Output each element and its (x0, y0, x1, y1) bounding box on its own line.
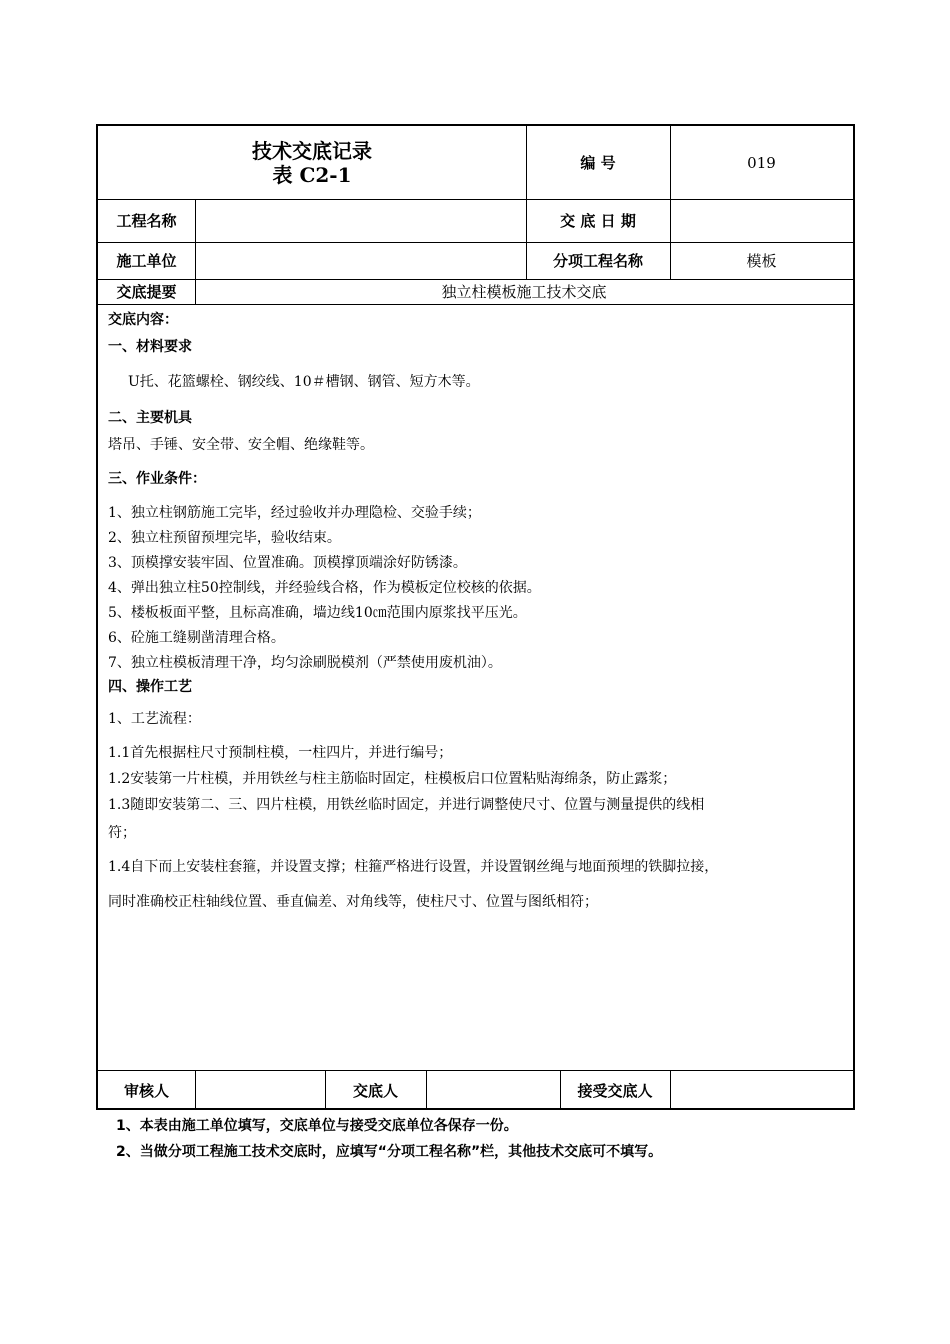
subproject-value[interactable]: 模板 (746, 252, 777, 270)
discloser-label: 交底人 (352, 1081, 398, 1100)
summary-value[interactable]: 独立柱模板施工技术交底 (441, 283, 607, 301)
project-name-field[interactable] (195, 199, 526, 242)
number-label: 编 号 (580, 154, 616, 172)
reviewer-field[interactable] (195, 1070, 325, 1110)
content-line: 1、独立柱钢筋施工完毕，经过验收并办理隐检、交验手续； (108, 505, 481, 521)
content-line: 1.2安装第一片柱模，并用铁丝与柱主筋临时固定，柱模板启口位置粘贴海绵条，防止露浆； (108, 771, 677, 787)
content-line: 符； (108, 825, 136, 841)
form-title (98, 126, 526, 199)
content-intro: 交底内容： (108, 312, 178, 328)
subproject-label: 分项工程名称 (552, 252, 643, 270)
section-heading: 三、作业条件： (108, 471, 206, 487)
section-heading: 四、操作工艺 (108, 679, 192, 695)
content-line: 1.1首先根据柱尺寸预制柱模，一柱四片，并进行编号； (108, 745, 453, 761)
content-line: 塔吊、手锤、安全带、安全帽、绝缘鞋等。 (108, 437, 374, 453)
grid-line (98, 304, 853, 305)
contractor-label: 施工单位 (116, 252, 177, 270)
section-heading: 二、主要机具 (108, 410, 192, 426)
receiver-label: 接受交底人 (577, 1081, 653, 1100)
content-line: U托、花篮螺栓、钢绞线、10＃槽钢、钢管、短方木等。 (128, 374, 480, 390)
disclosure-date-label: 交 底 日 期 (560, 212, 636, 230)
form-notes (116, 1113, 662, 1165)
receiver-field[interactable] (670, 1070, 853, 1110)
content-line: 1、工艺流程： (108, 711, 201, 727)
content-line: 7、独立柱模板清理干净，均匀涂刷脱模剂（严禁使用废机油）。 (108, 655, 502, 671)
content-line: 1.3随即安装第二、三、四片柱模，用铁丝临时固定，并进行调整使尺寸、位置与测量提供的线相 (108, 797, 705, 813)
reviewer-label: 审核人 (123, 1081, 169, 1100)
disclosure-date-field[interactable] (670, 199, 853, 242)
content-line: 3、顶模撑安装牢固、位置准确。顶模撑顶端涂好防锈漆。 (108, 555, 467, 571)
content-line: 同时准确校正柱轴线位置、垂直偏差、对角线等，使柱尺寸、位置与图纸相符； (108, 894, 598, 910)
form-code: 表 C2-1 (272, 162, 352, 187)
content-line: 1.4自下而上安装柱套箍，并设置支撑；柱箍严格进行设置，并设置钢丝绳与地面预埋的铁脚拉接， (108, 859, 719, 875)
content-line: 5、楼板板面平整，且标高准确，墙边线10㎝范围内原浆找平压光。 (108, 605, 527, 621)
note-item: 2、当做分项工程施工技术交底时，应填写“分项工程名称”栏，其他技术交底可不填写。 (116, 1144, 663, 1160)
contractor-field[interactable] (195, 242, 526, 279)
content-line: 4、弹出独立柱50控制线，并经验线合格，作为模板定位校核的依据。 (108, 580, 541, 596)
project-name-label: 工程名称 (116, 212, 177, 230)
technical-disclosure-form (96, 124, 855, 1110)
section-heading: 一、材料要求 (108, 339, 192, 355)
discloser-field[interactable] (426, 1070, 560, 1110)
content-line: 6、砼施工缝剔凿清理合格。 (108, 630, 285, 646)
number-value: 019 (747, 153, 776, 172)
note-item: 1、本表由施工单位填写，交底单位与接受交底单位各保存一份。 (116, 1118, 518, 1134)
form-title-text: 技术交底记录 (252, 138, 372, 163)
summary-label: 交底提要 (116, 283, 177, 301)
content-line: 2、独立柱预留预埋完毕，验收结束。 (108, 530, 341, 546)
